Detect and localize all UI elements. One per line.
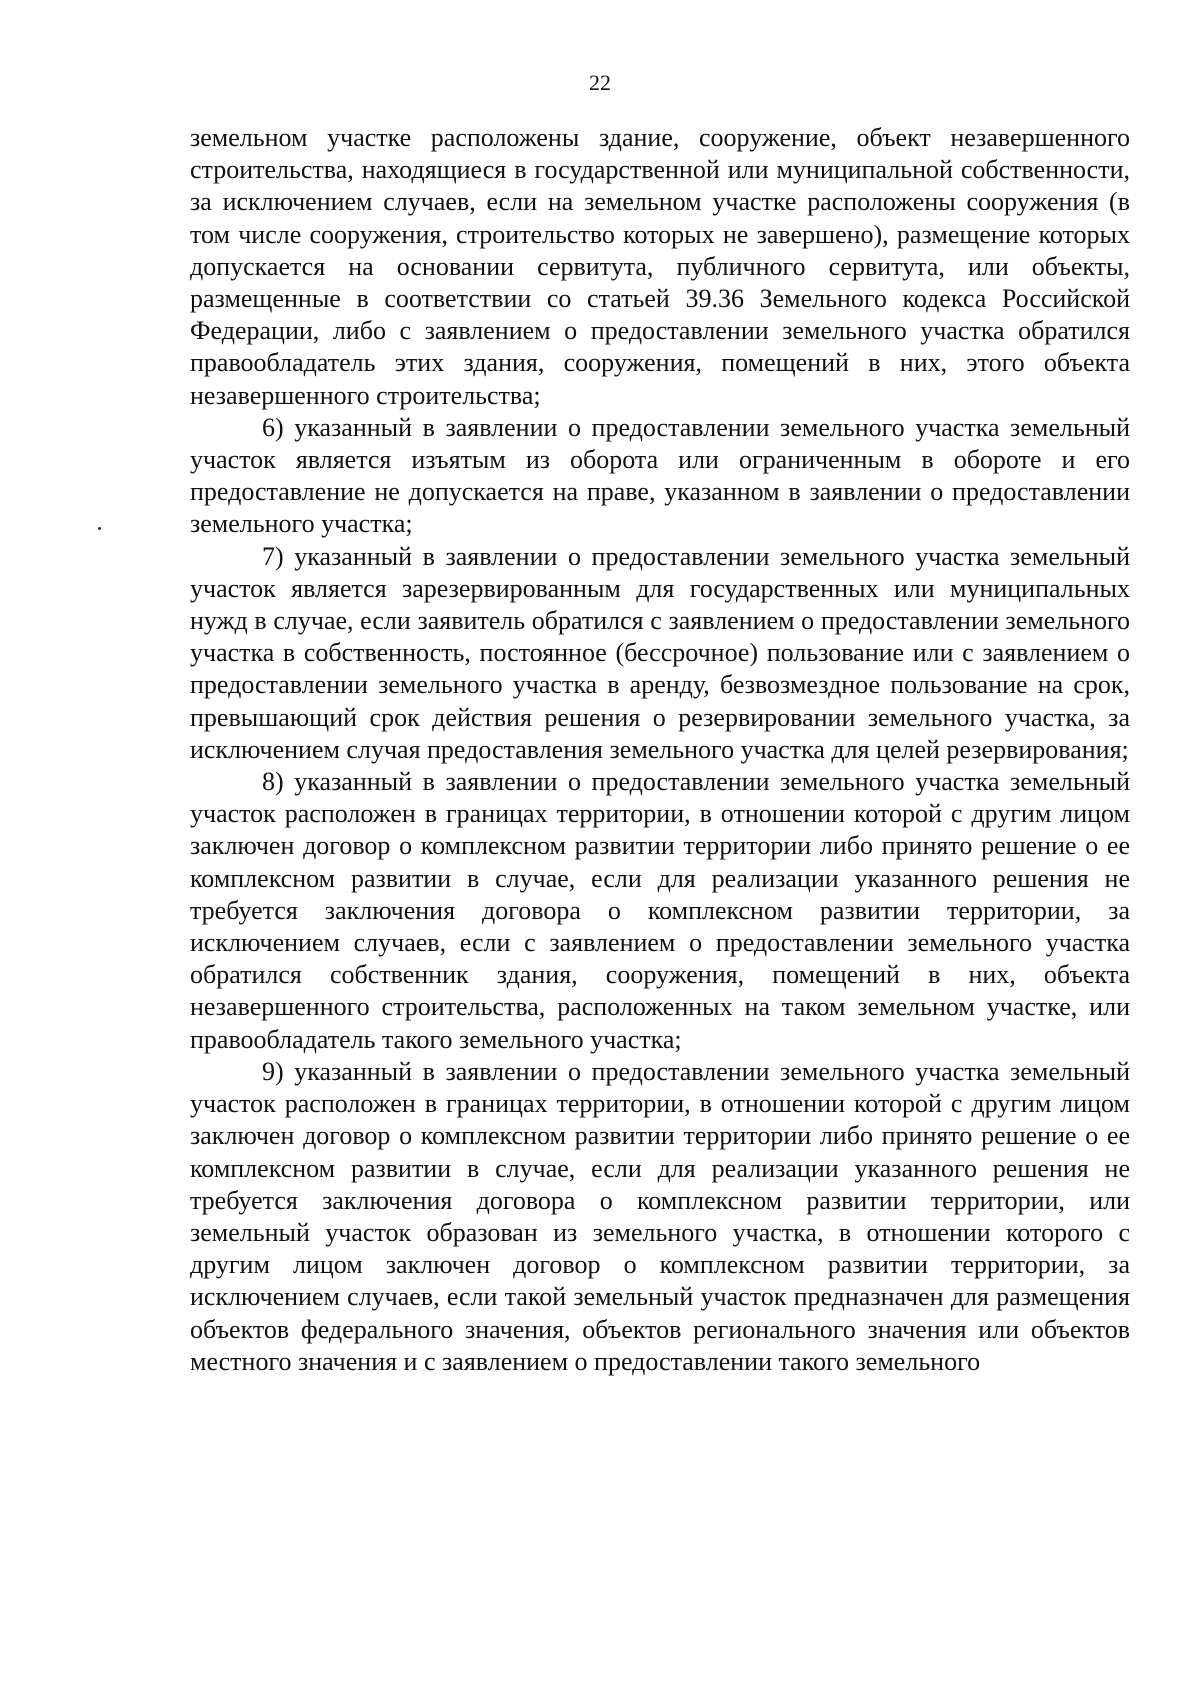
paragraph-continuation: земельном участке расположены здание, сооружение, объект незавершенного строительства, находящиеся в государственной или муниципальной собственности, за исключением случаев, если на земельном участке расположены сооружения (в том числе сооружения, строительство которых не завершено), размещение которых допускается на основании сервитута, публичного сервитута, или объекты, размещенные в соответствии со статьей 39.36 Земельного кодекса Российской Федерации, либо с заявлением о предоставлении земельного участка обратился правообладатель этих здания, сооружения, помещений в них, этого объекта незавершенного строительства; <box>190 123 1130 410</box>
page-number: 22 <box>589 70 611 95</box>
paragraph-item-9: 9) указанный в заявлении о предоставлении земельного участка земельный участок расположен в границах территории, в отношении которой с другим лицом заключен договор о комплексном развитии территории либо принято решение о ее комплексном развитии в случае, если для реализации указанного решения не требуется заключения договора о комплексном развитии территории, или земельный участок образован из земельного участка, в отношении которого с другим лицом заключен договор о комплексном развитии территории, за исключением случаев, если такой земельный участок предназначен для размещения объектов федерального значения, объектов регионального значения или объектов местного значения и с заявлением о предоставлении такого земельного <box>190 1056 1130 1376</box>
paragraph-item-8: 8) указанный в заявлении о предоставлении земельного участка земельный участок расположен в границах территории, в отношении которой с другим лицом заключен договор о комплексном развитии территории либо принято решение о ее комплексном развитии в случае, если для реализации указанного решения не требуется заключения договора о комплексном развитии территории, за исключением случаев, если с заявлением о предоставлении земельного участка обратился собственник здания, сооружения, помещений в них, объекта незавершенного строительства, расположенных на таком земельном участке, или правообладатель такого земельного участка; <box>190 767 1130 1054</box>
paragraph-item-6: 6) указанный в заявлении о предоставлении земельного участка земельный участок является изъятым из оборота или ограниченным в обороте и его предоставление не допускается на праве, указанном в заявлении о предоставлении земельного участка; <box>190 412 1130 539</box>
paragraph-item-7: 7) указанный в заявлении о предоставлении земельного участка земельный участок является зарезервированным для государственных или муниципальных нужд в случае, если заявитель обратился с заявлением о предоставлении земельного участка в собственность, постоянное (бессрочное) пользование или с заявлением о предоставлении земельного участка в аренду, безвозмездное пользование на срок, превышающий срок действия решения о резервировании земельного участка, за исключением случая предоставления земельного участка для целей резервирования; <box>190 541 1130 764</box>
document-body <box>190 122 1130 1378</box>
margin-mark <box>98 527 101 530</box>
